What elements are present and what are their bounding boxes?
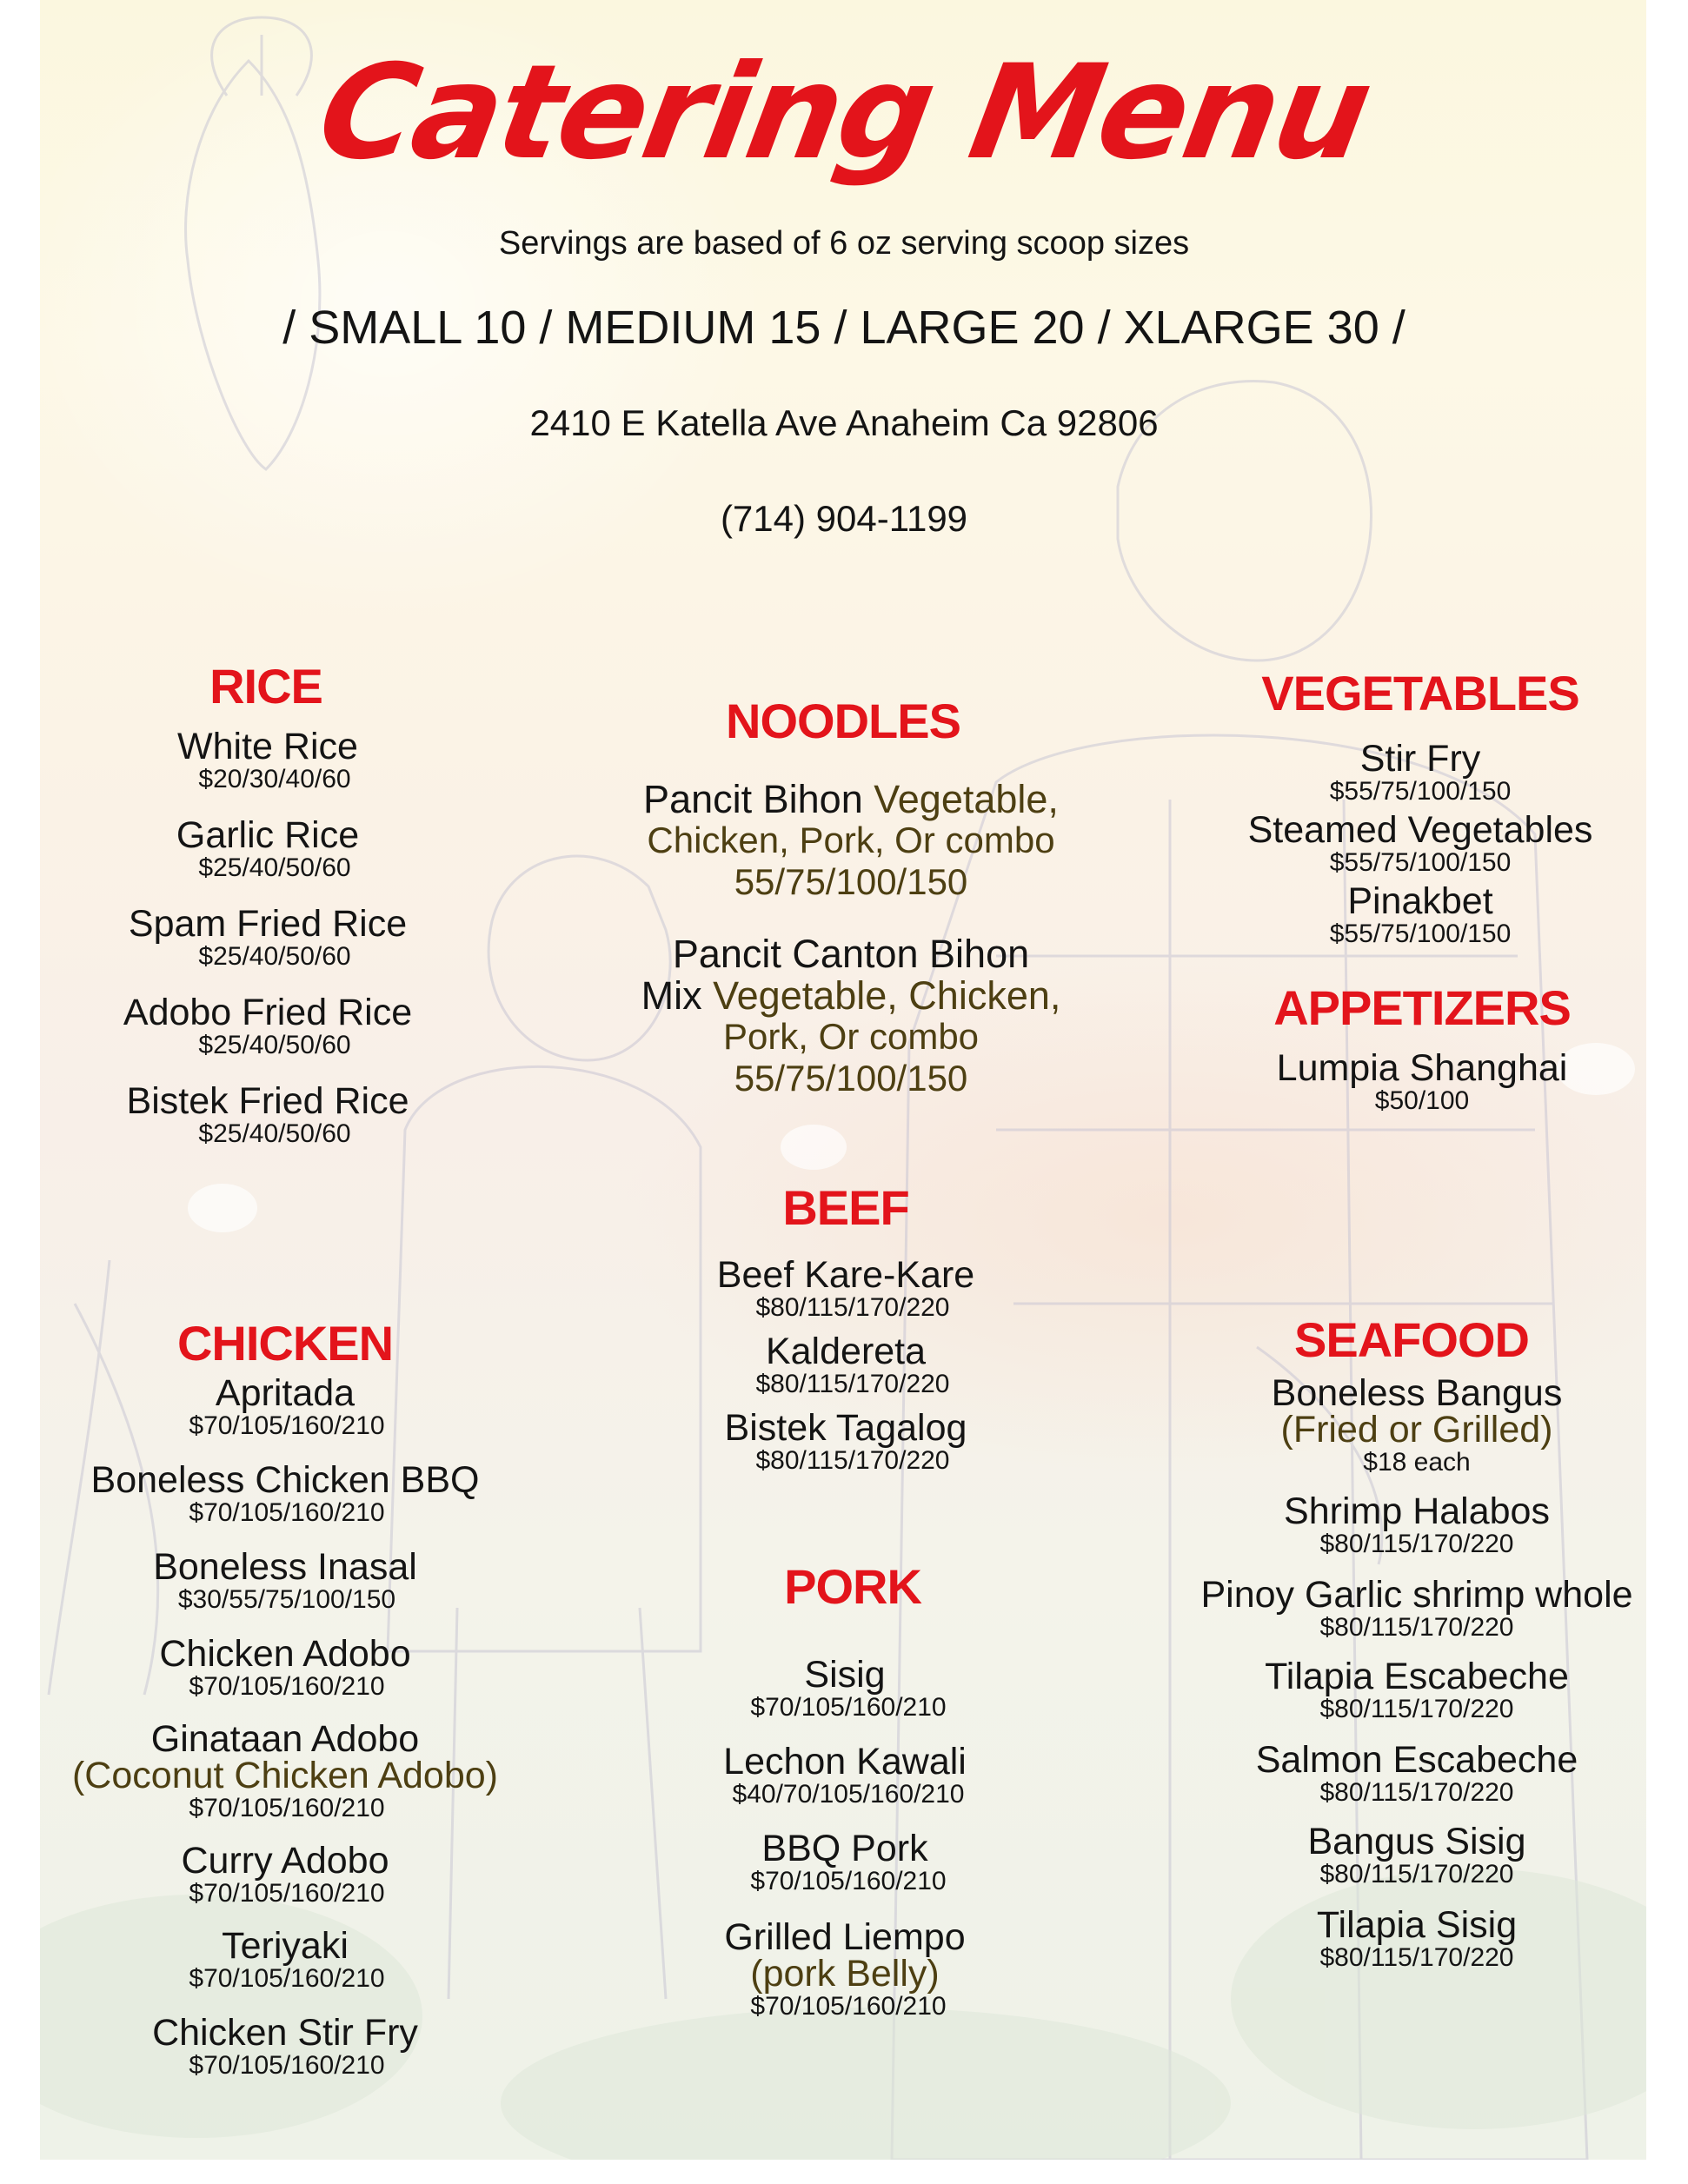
menu-item-price: $70/105/160/210	[750, 1992, 947, 2021]
menu-item-price: $70/105/160/210	[189, 1794, 385, 1822]
menu-item-name: Spam Fried Rice	[128, 903, 408, 945]
menu-item-price: $50/100	[1374, 1086, 1470, 1115]
menu-item-price: $70/105/160/210	[189, 1964, 385, 1993]
menu-item-price: 55/75/100/150	[734, 1058, 968, 1099]
noodle-item-note: Vegetable,	[874, 777, 1059, 821]
menu-item-name: Stir Fry	[1359, 738, 1481, 780]
menu-item-name: Shrimp Halabos	[1284, 1490, 1550, 1532]
menu-item-name: Beef Kare-Kare	[716, 1254, 975, 1296]
menu-item-note: (Fried or Grilled)	[1280, 1409, 1553, 1450]
menu-item-price: $80/115/170/220	[1319, 1613, 1514, 1642]
menu-item-price: $55/75/100/150	[1329, 919, 1512, 948]
menu-item-price: $25/40/50/60	[198, 1031, 351, 1059]
menu-item-name: Garlic Rice	[176, 814, 360, 856]
menu-item-name: Kaldereta	[765, 1331, 927, 1372]
menu-item-name: BBQ Pork	[761, 1828, 928, 1869]
menu-item-price: $80/115/170/220	[1319, 1530, 1514, 1558]
menu-item-price: $70/105/160/210	[750, 1867, 947, 1895]
appetizers-heading: APPETIZERS	[1273, 980, 1571, 1035]
rice-heading: RICE	[209, 659, 322, 714]
menu-item-name: Grilled Liempo	[724, 1916, 966, 1958]
menu-item-price: $40/70/105/160/210	[732, 1780, 965, 1809]
menu-item-price: $80/115/170/220	[755, 1446, 950, 1475]
menu-item-name: Boneless Chicken BBQ	[90, 1459, 480, 1501]
page-title: Catering Menu	[308, 37, 1380, 189]
noodle-item-note: Chicken, Pork, Or combo	[647, 820, 1055, 860]
menu-item-price: $18 each	[1363, 1448, 1471, 1477]
menu-item-name: White Rice	[177, 726, 358, 767]
noodle-item-note: Vegetable, Chicken,	[713, 973, 1061, 1018]
menu-item-name: Lumpia Shanghai	[1276, 1047, 1568, 1089]
menu-item-price: $25/40/50/60	[198, 853, 351, 882]
menu-item-name: Pinoy Garlic shrimp whole	[1200, 1574, 1633, 1616]
menu-item-name: Adobo Fried Rice	[123, 992, 413, 1033]
menu-item-note: (pork Belly)	[750, 1953, 940, 1995]
noodle-item-name: Mix	[641, 973, 702, 1018]
menu-item-note: (Coconut Chicken Adobo)	[71, 1755, 499, 1796]
menu-item-name: Chicken Adobo	[159, 1633, 411, 1675]
menu-item-name: Sisig	[804, 1654, 886, 1696]
menu-item-price: $70/105/160/210	[750, 1693, 947, 1722]
serving-sizes: / SMALL 10 / MEDIUM 15 / LARGE 20 / XLARGE 30 /	[282, 302, 1406, 354]
menu-item-price: $70/105/160/210	[189, 1411, 385, 1440]
phone-number: (714) 904-1199	[720, 498, 968, 539]
menu-item-name: Lechon Kawali	[723, 1741, 967, 1782]
menu-item-price: $70/105/160/210	[189, 1498, 385, 1527]
menu-item-name: Pancit Canton Bihon	[672, 932, 1030, 976]
noodles-heading: NOODLES	[726, 694, 960, 748]
pork-heading: PORK	[784, 1559, 921, 1614]
menu-item-price: $70/105/160/210	[189, 2051, 385, 2080]
menu-item-name: Bistek Fried Rice	[126, 1080, 409, 1122]
menu-page	[40, 0, 1646, 2160]
seafood-heading: SEAFOOD	[1294, 1312, 1529, 1367]
vegetables-heading: VEGETABLES	[1261, 666, 1579, 720]
menu-item-price: $70/105/160/210	[189, 1672, 385, 1701]
menu-item-price: $30/55/75/100/150	[177, 1585, 396, 1614]
menu-item-price: $80/115/170/220	[1319, 1695, 1514, 1723]
noodle-item-name: Pancit Bihon	[643, 777, 863, 821]
menu-item-price: $55/75/100/150	[1329, 777, 1512, 806]
noodle-item-note: Pork, Or combo	[722, 1016, 980, 1057]
menu-item-name: Boneless Bangus	[1271, 1372, 1563, 1414]
menu-item-name: Bangus Sisig	[1307, 1821, 1526, 1862]
menu-item-name: Chicken Stir Fry	[152, 2012, 418, 2054]
menu-item-price: $25/40/50/60	[198, 1119, 351, 1148]
menu-item-name: Steamed Vegetables	[1247, 809, 1593, 851]
menu-item-name: Tilapia Escabeche	[1265, 1656, 1569, 1697]
menu-item-name: Salmon Escabeche	[1255, 1739, 1578, 1781]
menu-item-price: $80/115/170/220	[1319, 1943, 1514, 1972]
menu-item-price: $80/115/170/220	[755, 1293, 950, 1322]
servings-note: Servings are based of 6 oz serving scoop sizes	[498, 225, 1190, 262]
menu-item-price: $80/115/170/220	[1319, 1860, 1514, 1889]
chicken-heading: CHICKEN	[176, 1316, 394, 1371]
menu-item-name: Teriyaki	[222, 1925, 349, 1967]
menu-item-name	[643, 779, 1059, 820]
menu-item-name: Bistek Tagalog	[724, 1407, 967, 1449]
menu-item-name: Tilapia Sisig	[1316, 1904, 1518, 1946]
menu-item-price: 55/75/100/150	[734, 861, 968, 902]
menu-item-name: Pinakbet	[1347, 880, 1493, 922]
menu-item-price: $80/115/170/220	[755, 1370, 950, 1398]
menu-item-price: $55/75/100/150	[1329, 848, 1512, 877]
beef-heading: BEEF	[782, 1180, 909, 1235]
menu-item-name: Ginataan Adobo	[150, 1718, 420, 1760]
menu-item-price: $80/115/170/220	[1319, 1778, 1514, 1807]
menu-item-name: Boneless Inasal	[153, 1546, 417, 1588]
menu-item-name	[641, 975, 1061, 1017]
menu-item-name: Curry Adobo	[181, 1840, 389, 1882]
menu-item-name: Apritada	[215, 1372, 356, 1414]
menu-item-price: $70/105/160/210	[189, 1879, 385, 1908]
address: 2410 E Katella Ave Anaheim Ca 92806	[529, 402, 1159, 443]
menu-item-price: $20/30/40/60	[198, 765, 351, 793]
menu-item-price: $25/40/50/60	[198, 942, 351, 971]
